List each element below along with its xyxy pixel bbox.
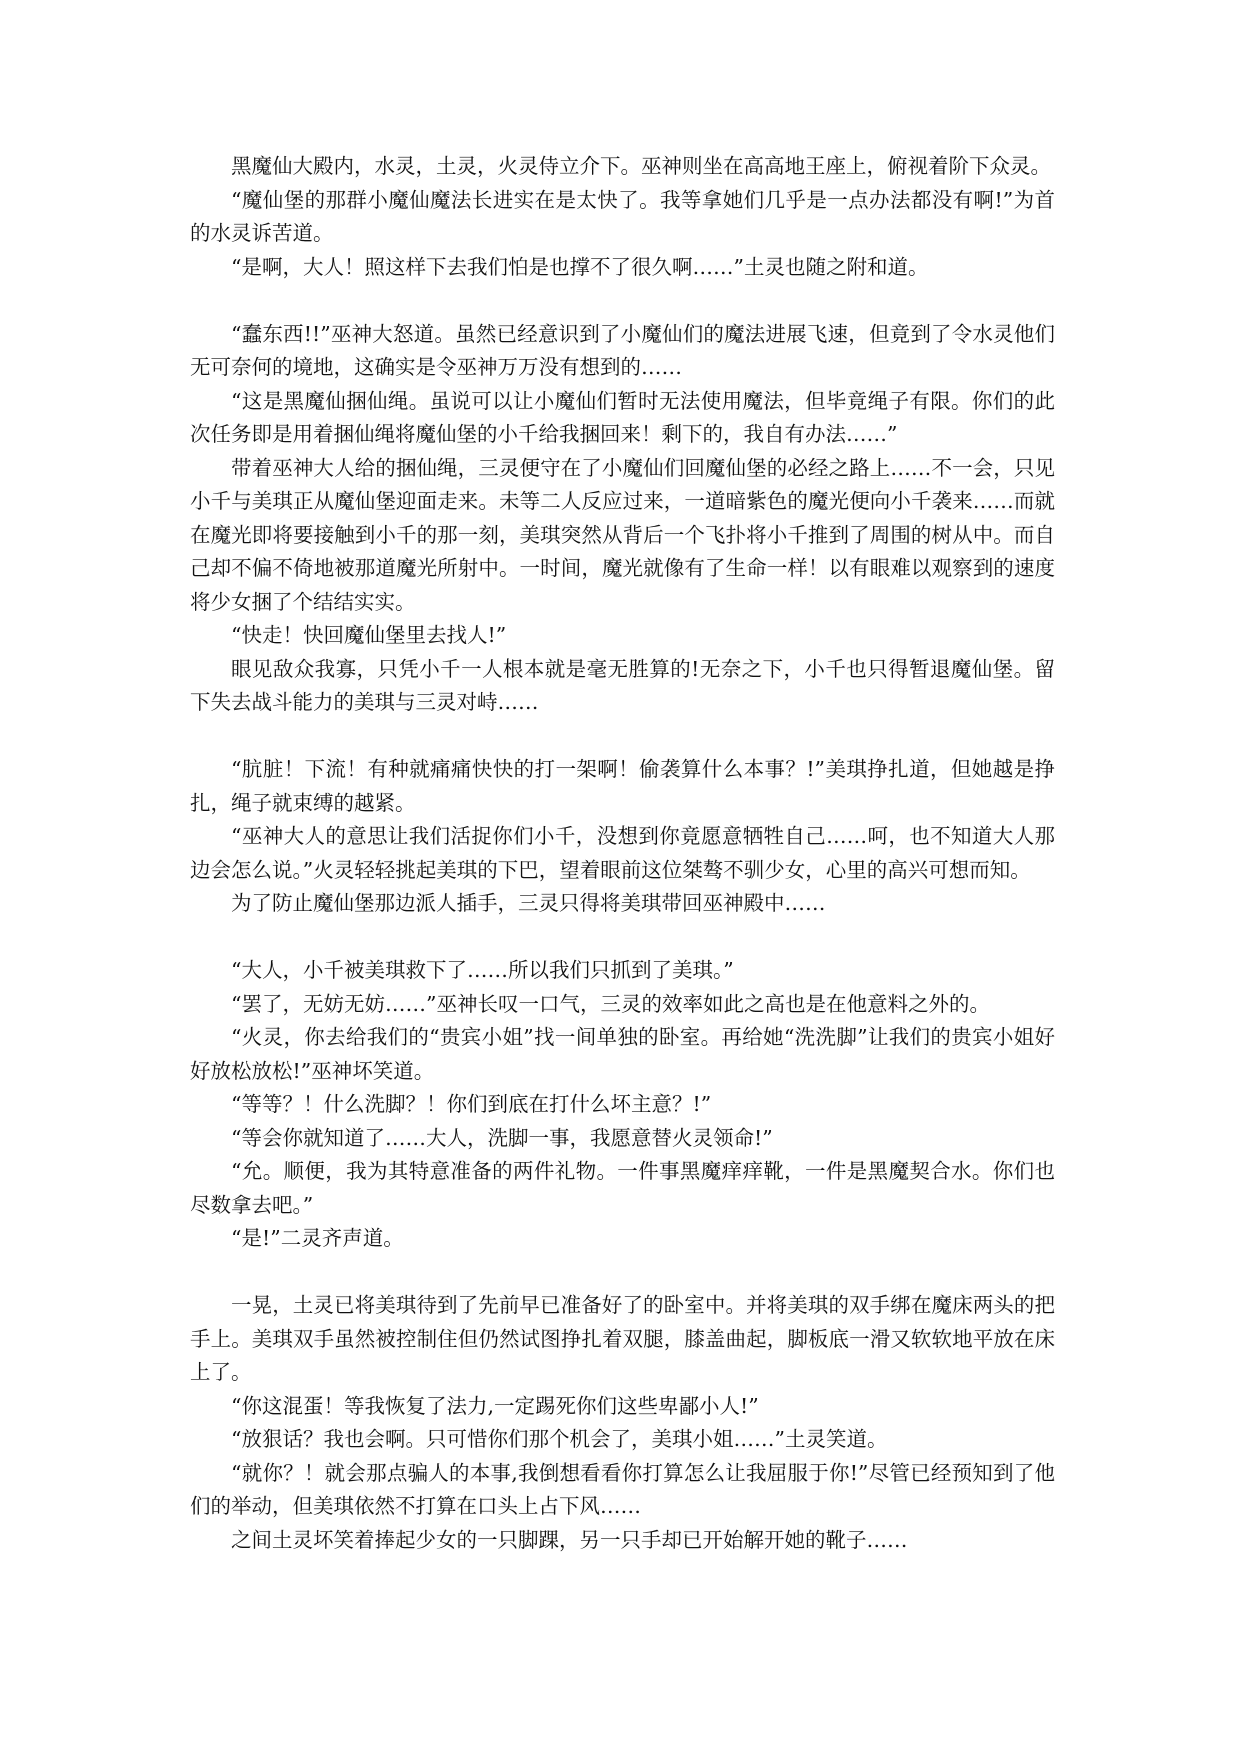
blank-line: [190, 921, 1055, 955]
document-page: [190, 150, 1055, 1557]
paragraph: “等会你就知道了……大人，洗脚一事，我愿意替火灵领命!”: [231, 1125, 773, 1150]
paragraph: “允。顺便，我为其特意准备的两件礼物。一件事黑魔痒痒靴，一件是黑魔契合水。你们也尽数拿去吧。”: [190, 1159, 1055, 1217]
paragraph: 为了防止魔仙堡那边派人插手，三灵只得将美琪带回巫神殿中……: [231, 891, 826, 915]
paragraph: “巫神大人的意思让我们活捉你们小千，没想到你竟愿意牺牲自己……呵，也不知道大人那边会怎么说。”火灵轻轻挑起美琪的下巴，望着眼前这位桀骜不驯少女，心里的高兴可想而知。: [190, 824, 1055, 882]
paragraph: “肮脏！下流！有种就痛痛快快的打一架啊！偷袭算什么本事？!”美琪挣扎道，但她越是挣扎，绳子就束缚的越紧。: [190, 757, 1055, 815]
paragraph: “是!”二灵齐声道。: [231, 1226, 404, 1250]
paragraph: “这是黑魔仙捆仙绳。虽说可以让小魔仙们暂时无法使用魔法，但毕竟绳子有限。你们的此次任务即是用着捆仙绳将魔仙堡的小千给我捆回来！剩下的，我自有办法……”: [190, 388, 1055, 446]
paragraph: “等等？！什么洗脚？！你们到底在打什么坏主意？!”: [231, 1092, 712, 1116]
paragraph: “放狠话？我也会啊。只可惜你们那个机会了，美琪小姐……”土灵笑道。: [231, 1427, 888, 1451]
paragraph: “火灵，你去给我们的“贵宾小姐”找一间单独的卧室。再给她“洗洗脚”让我们的贵宾小姐好好放松放松!”巫神坏笑道。: [190, 1025, 1055, 1083]
paragraph: 一晃，土灵已将美琪待到了先前早已准备好了的卧室中。并将美琪的双手绑在魔床两头的把手上。美琪双手虽然被控制住但仍然试图挣扎着双腿，膝盖曲起，脚板底一滑又软软地平放在床上了。: [190, 1293, 1055, 1384]
paragraph: “蠢东西!!”巫神大怒道。虽然已经意识到了小魔仙们的魔法进展飞速，但竟到了令水灵他们无可奈何的境地，这确实是令巫神万万没有想到的……: [190, 321, 1055, 379]
paragraph: “就你？！就会那点骗人的本事,我倒想看看你打算怎么让我屈服于你!”尽管已经预知到了他们的举动，但美琪依然不打算在口头上占下风……: [190, 1460, 1055, 1518]
paragraph: “是啊，大人！照这样下去我们怕是也撑不了很久啊……”土灵也随之附和道。: [231, 254, 929, 279]
paragraph: “罢了，无妨无妨……”巫神长叹一口气，三灵的效率如此之高也是在他意料之外的。: [231, 991, 990, 1016]
blank-line: [190, 284, 1055, 318]
blank-line: [190, 1256, 1055, 1290]
paragraph: “魔仙堡的那群小魔仙魔法长进实在是太快了。我等拿她们几乎是一点办法都没有啊!”为首的水灵诉苦道。: [190, 187, 1055, 245]
paragraph: “大人，小千被美琪救下了……所以我们只抓到了美琪。”: [231, 958, 734, 982]
paragraph: “快走！快回魔仙堡里去找人!”: [231, 623, 507, 647]
paragraph: 之间土灵坏笑着捧起少女的一只脚踝，另一只手却已开始解开她的靴子……: [231, 1527, 908, 1552]
paragraph: “你这混蛋！等我恢复了法力,一定踢死你们这些卑鄙小人!”: [231, 1393, 759, 1418]
paragraph: 眼见敌众我寡，只凭小千一人根本就是毫无胜算的!无奈之下，小千也只得暂退魔仙堡。留下失去战斗能力的美琪与三灵对峙……: [190, 656, 1055, 714]
paragraph: 带着巫神大人给的捆仙绳，三灵便守在了小魔仙们回魔仙堡的必经之路上……不一会，只见小千与美琪正从魔仙堡迎面走来。未等二人反应过来，一道暗紫色的魔光便向小千袭来……而就在魔光即将要接触到小千的那一刻，美琪突然从背后一个飞扑将小千推到了周围的树从中。而自己却不偏不倚地被那道魔光所射中。一时间，魔光就像有了生命一样！以有眼难以观察到的速度将少女捆了个结结实实。: [190, 455, 1055, 614]
blank-line: [190, 720, 1055, 754]
paragraph: 黑魔仙大殿内，水灵，土灵，火灵侍立介下。巫神则坐在高高地王座上，俯视着阶下众灵。: [231, 154, 1051, 178]
